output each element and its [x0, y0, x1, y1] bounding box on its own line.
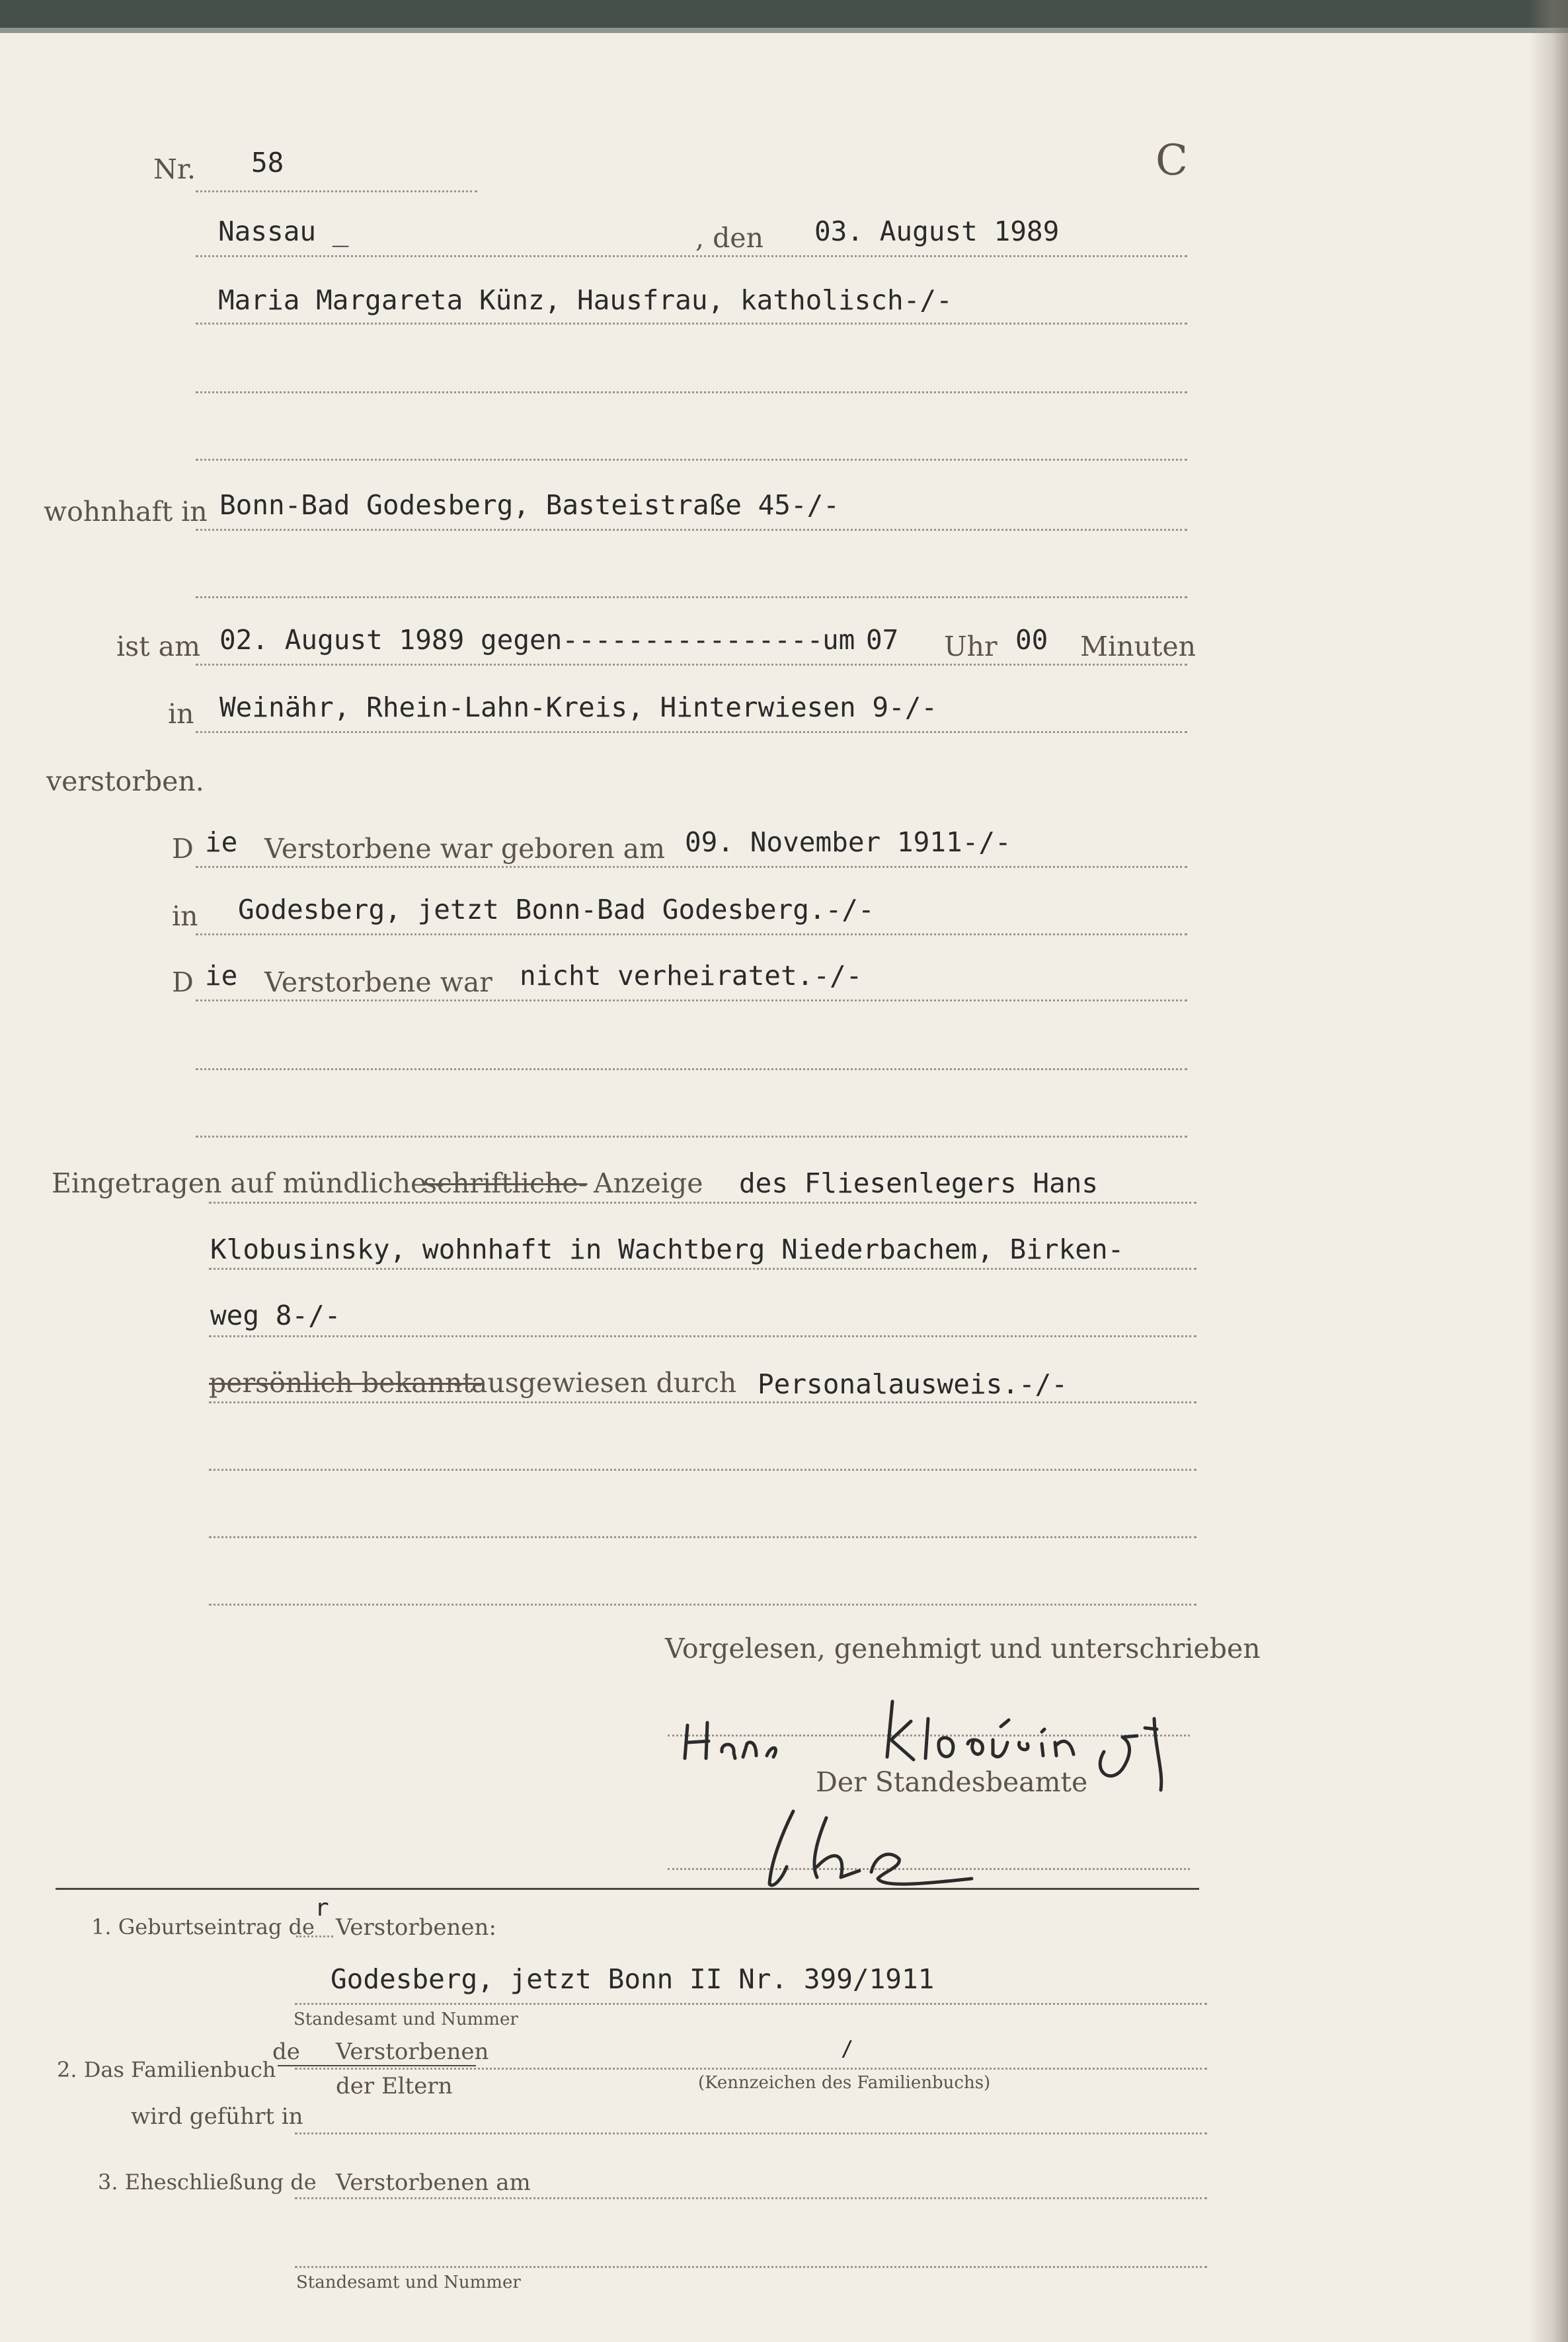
in-label-2: in [172, 900, 198, 932]
residence-value: Bonn-Bad Godesberg, Basteistraße 45-/- [219, 489, 840, 521]
geburt-de-line [296, 1935, 333, 1937]
informant-line-2: Klobusinsky, wohnhaft in Wachtberg Niederbachem, Birken- [210, 1233, 1124, 1265]
geburt-r-letter: r [315, 1894, 329, 1922]
death-hour: 07 [866, 624, 899, 656]
blank-line-2 [196, 459, 1187, 461]
ist-am-label: ist am [116, 631, 200, 662]
page-curl-shadow [1528, 0, 1568, 2342]
nr-label: Nr. [153, 153, 196, 185]
geburtseintrag-label: 1. Geburtseintrag de [91, 1914, 315, 1939]
geburt-verstorbenen-label: Verstorbenen: [336, 1914, 496, 1941]
d-label-2: D [172, 966, 194, 998]
in-label: in [168, 698, 194, 730]
eheschliessung-line-2 [295, 2266, 1207, 2268]
vorgelesen-label: Vorgelesen, genehmigt und unterschrieben [665, 1633, 1261, 1664]
d-label-1: D [172, 833, 194, 865]
familienbuch-line [295, 2068, 1207, 2070]
persoenlich-struck: persönlich bekannt- [209, 1367, 483, 1399]
familienbuch-label: 2. Das Familienbuch [57, 2057, 276, 2082]
familienbuch-verstorbenen: Verstorbenen [336, 2039, 489, 2065]
blank-line-7 [209, 1536, 1196, 1538]
blank-line-4 [196, 1068, 1187, 1070]
id-document-value: Personalausweis.-/- [758, 1368, 1068, 1400]
registrar-signature [754, 1798, 1044, 1897]
minuten-label: Minuten [1080, 631, 1196, 662]
marital-line [196, 999, 1187, 1001]
date-value: 03. August 1989 [814, 215, 1060, 247]
place-value: Nassau _ [218, 215, 349, 247]
deceased-person: Maria Margareta Künz, Hausfrau, katholisch-/- [218, 284, 953, 316]
eheschliessung-am: Verstorbenen am [336, 2169, 531, 2196]
standesamt-caption-2: Standesamt und Nummer [296, 2273, 521, 2292]
familienbuch-eltern: der Eltern [336, 2073, 453, 2099]
birth-entry-line [295, 2003, 1207, 2005]
blank-line-3 [196, 596, 1187, 598]
blank-line-6 [209, 1469, 1196, 1471]
nr-value: 58 [251, 147, 284, 178]
informant-underline-3 [209, 1335, 1196, 1337]
informant-line-1: des Fliesenlegers Hans [739, 1167, 1099, 1199]
person-line [196, 323, 1187, 325]
book-binding-top [0, 0, 1568, 28]
familienbuch-slash: / [841, 2036, 854, 2061]
eheschliessung-line [295, 2197, 1207, 2199]
kennzeichen-caption: (Kennzeichen des Familienbuchs) [698, 2073, 991, 2093]
blank-line-1 [196, 391, 1187, 393]
schriftliche-struck: schriftliche- [423, 1167, 588, 1199]
death-date-line [196, 664, 1187, 666]
birth-entry-value: Godesberg, jetzt Bonn II Nr. 399/1911 [331, 1963, 935, 1995]
wohnhaft-label: wohnhaft in [44, 496, 208, 527]
death-date-value: 02. August 1989 gegen---------------- [219, 624, 824, 656]
ausgewiesen-label: - ausgewiesen durch [453, 1367, 737, 1399]
gefuehrt-line [295, 2132, 1207, 2134]
gefuehrt-label: wird geführt in [131, 2103, 303, 2130]
form-letter: C [1156, 136, 1188, 185]
death-minute: 00 [1015, 624, 1048, 656]
geboren-label: Verstorbene war geboren am [264, 833, 665, 865]
death-place-line [196, 731, 1187, 733]
place-date-line [196, 255, 1187, 257]
residence-line [196, 529, 1187, 531]
blank-line-5 [196, 1136, 1187, 1138]
informant-line-3: weg 8-/- [210, 1300, 341, 1331]
informant-underline-1 [209, 1202, 1196, 1204]
informant-underline-2 [209, 1268, 1196, 1270]
verstorben-label: verstorben. [46, 765, 204, 797]
death-place-value: Weinähr, Rhein-Lahn-Kreis, Hinterwiesen 9-/- [219, 691, 938, 723]
familienbuch-fraction-line [278, 2065, 476, 2066]
birth-date-line [196, 866, 1187, 868]
id-underline [209, 1401, 1196, 1403]
section-divider [56, 1888, 1199, 1890]
nr-line [196, 190, 477, 192]
standesbeamte-label: Der Standesbeamte [816, 1766, 1088, 1798]
birth-date-value: 09. November 1911-/- [685, 826, 1011, 858]
birth-place-line [196, 933, 1187, 935]
marital-status-value: nicht verheiratet.-/- [520, 960, 863, 992]
eheschliessung-label: 3. Eheschließung de [98, 2169, 317, 2195]
standesamt-caption-1: Standesamt und Nummer [294, 2010, 518, 2029]
den-label: , den [695, 222, 764, 254]
um-text: um [822, 624, 855, 656]
ie-text-2: ie [205, 960, 238, 992]
war-label: Verstorbene war [264, 966, 492, 998]
ie-text-1: ie [205, 826, 238, 858]
book-binding-edge [0, 28, 1568, 33]
familienbuch-de: de [272, 2039, 300, 2065]
uhr-label: Uhr [944, 631, 998, 662]
birth-place-value: Godesberg, jetzt Bonn-Bad Godesberg.-/- [238, 894, 875, 925]
eingetragen-label: Eingetragen auf mündliche - [52, 1167, 445, 1199]
blank-line-8 [209, 1604, 1196, 1606]
anzeige-label: Anzeige [594, 1167, 703, 1199]
